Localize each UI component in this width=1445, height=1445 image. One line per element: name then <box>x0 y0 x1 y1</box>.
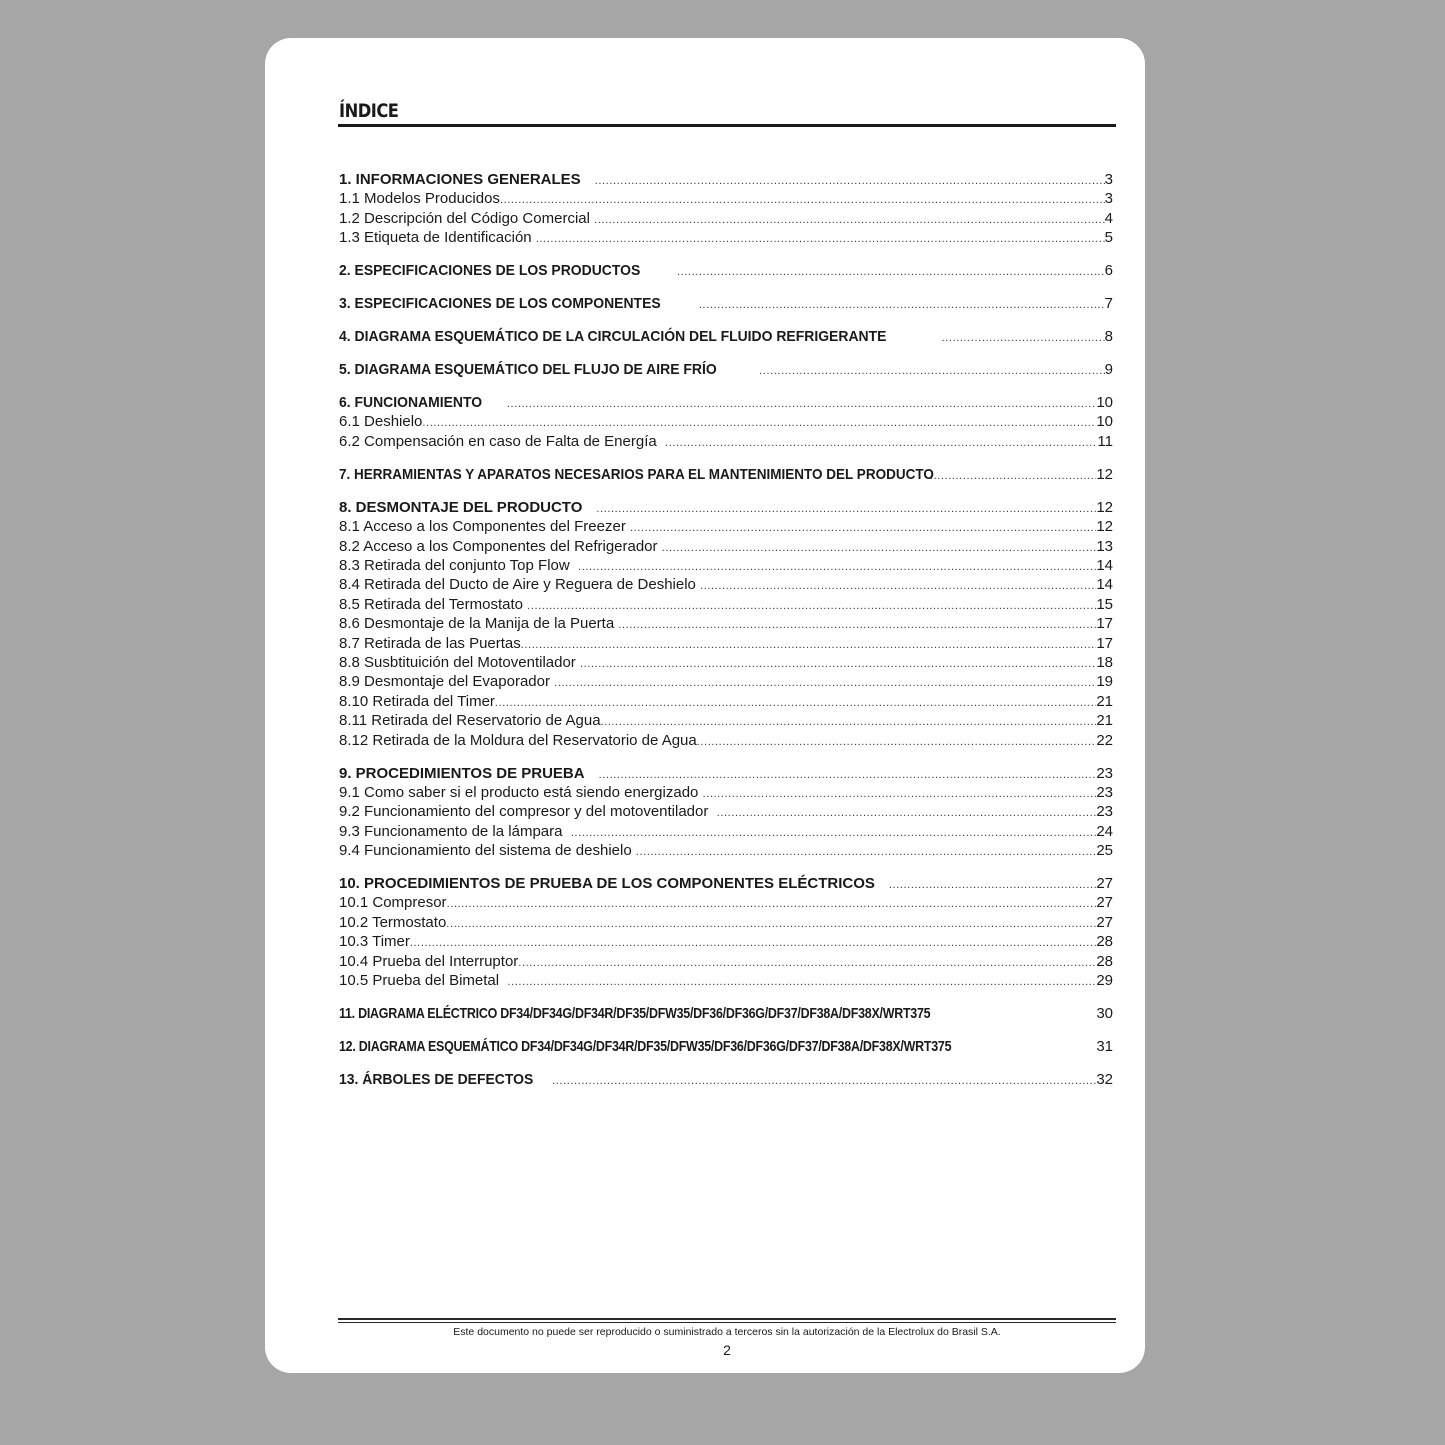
toc-page-number: 8 <box>1104 328 1113 346</box>
toc-entry[interactable]: 9.1 Como saber si el producto está siendo energizado ..... 23 <box>339 783 1113 802</box>
toc-entry[interactable]: 8.8 Susbtituición del Motoventilador ..... 18 <box>339 653 1113 672</box>
toc-page-number: 7 <box>1104 295 1113 313</box>
toc-page-number: 3 <box>1104 190 1113 208</box>
toc-entry[interactable]: 10.3 Timer ..... 28 <box>339 932 1113 951</box>
toc-page-number: 23 <box>1096 764 1113 782</box>
toc-entry[interactable]: 3. ESPECIFICACIONES DE LOS COMPONENTES ..... 7 <box>339 294 1113 313</box>
toc-entry[interactable]: 8.12 Retirada de la Moldura del Reservatorio de Agua ..... 22 <box>339 731 1113 750</box>
toc-page-number: 9 <box>1104 361 1113 379</box>
table-of-contents <box>339 170 1113 1089</box>
leader-dots <box>942 329 1105 348</box>
toc-entry[interactable]: 10.4 Prueba del Interruptor ..... 28 <box>339 952 1113 971</box>
toc-page-number: 30 <box>1096 1005 1113 1022</box>
leader-dots <box>536 230 1105 249</box>
leader-dots <box>571 824 1096 843</box>
leader-dots <box>446 915 1096 934</box>
toc-entry[interactable]: 8.2 Acceso a los Componentes del Refrigerador ..... 13 <box>339 537 1113 556</box>
title-divider <box>338 124 1116 127</box>
footer-divider-thin <box>338 1322 1116 1323</box>
toc-entry[interactable]: 9.3 Funcionamento de la lámpara ..... 24 <box>339 822 1113 841</box>
toc-entry[interactable]: 8.9 Desmontaje del Evaporador ..... 19 <box>339 672 1113 691</box>
leader-dots <box>507 395 1096 414</box>
document-page <box>265 38 1145 1373</box>
toc-page-number: 19 <box>1096 673 1113 691</box>
toc-entry[interactable]: 12. DIAGRAMA ESQUEMÁTICO DF34/DF34G/DF34R/DF35/DFW35/DF36/DF36G/DF37/DF38A/DF38X/WRT375 31 <box>339 1037 1113 1055</box>
toc-page-number: 12 <box>1096 498 1113 516</box>
toc-entry[interactable]: 6.2 Compensación en caso de Falta de Energía ..... 11 <box>339 432 1113 451</box>
toc-page-number: 28 <box>1096 933 1113 951</box>
toc-entry[interactable]: 9.4 Funcionamiento del sistema de deshielo ..... 25 <box>339 841 1113 860</box>
toc-entry[interactable]: 1.1 Modelos Producidos ..... 3 <box>339 189 1113 208</box>
leader-dots <box>662 539 1097 558</box>
toc-page-number: 17 <box>1096 615 1113 633</box>
toc-page-number: 18 <box>1096 653 1113 671</box>
toc-page-number: 27 <box>1096 894 1113 912</box>
leader-dots <box>759 362 1105 381</box>
toc-entry[interactable]: 8.6 Desmontaje de la Manija de la Puerta ..... 17 <box>339 614 1113 633</box>
copyright-notice: Este documento no puede ser reproducido o suministrado a terceros sin la autorización de la Electrolux do Brasil S.A. <box>453 1326 1001 1338</box>
toc-entry[interactable]: 2. ESPECIFICACIONES DE LOS PRODUCTOS ..... 6 <box>339 261 1113 280</box>
leader-dots <box>697 733 1097 752</box>
leader-dots <box>700 577 1096 596</box>
toc-entry[interactable]: 8.4 Retirada del Ducto de Aire y Reguera de Deshielo ..... 14 <box>339 575 1113 594</box>
toc-entry[interactable]: 4. DIAGRAMA ESQUEMÁTICO DE LA CIRCULACIÓN DEL FLUIDO REFRIGERANTE ..... 8 <box>339 327 1113 346</box>
toc-page-number: 12 <box>1096 465 1113 483</box>
toc-page-number: 15 <box>1096 595 1113 613</box>
toc-page-number: 27 <box>1096 875 1113 893</box>
toc-entry[interactable]: 8.1 Acceso a los Componentes del Freezer ..... 12 <box>339 517 1113 536</box>
leader-dots <box>618 616 1096 635</box>
page-number: 2 <box>723 1342 731 1358</box>
toc-entry[interactable]: 7. HERRAMIENTAS Y APARATOS NECESARIOS PARA EL MANTENIMIENTO DEL PRODUCTO ..... 12 <box>339 465 1113 484</box>
toc-page-number: 17 <box>1096 634 1113 652</box>
toc-entry[interactable]: 1.2 Descripción del Código Comercial ..... 4 <box>339 209 1113 228</box>
toc-entry[interactable]: 10.2 Termostato ..... 27 <box>339 913 1113 932</box>
toc-page-number: 12 <box>1096 518 1113 536</box>
toc-page-number: 23 <box>1096 783 1113 801</box>
leader-dots <box>630 519 1096 538</box>
toc-entry[interactable]: 8. DESMONTAJE DEL PRODUCTO ..... 12 <box>339 498 1113 517</box>
toc-page-number: 10 <box>1096 394 1113 412</box>
leader-dots <box>507 973 1096 992</box>
toc-entry[interactable]: 6.1 Deshielo ..... 10 <box>339 412 1113 431</box>
leader-dots <box>594 211 1105 230</box>
toc-page-number: 10 <box>1096 413 1113 431</box>
toc-page-number: 32 <box>1096 1070 1113 1088</box>
toc-page-number: 13 <box>1096 537 1113 555</box>
leader-dots <box>699 296 1105 315</box>
leader-dots <box>665 434 1097 453</box>
toc-entry[interactable]: 8.7 Retirada de las Puertas ..... 17 <box>339 634 1113 653</box>
toc-page-number: 3 <box>1104 171 1113 188</box>
toc-entry[interactable]: 11. DIAGRAMA ELÉCTRICO DF34/DF34G/DF34R/DF35/DFW35/DF36/DF36G/DF37/DF38A/DF38X/WRT375 30 <box>339 1005 1113 1022</box>
leader-dots <box>636 843 1096 862</box>
toc-page-number: 29 <box>1096 972 1113 990</box>
toc-entry[interactable]: 10.5 Prueba del Bimetal ..... 29 <box>339 971 1113 990</box>
leader-dots <box>552 1072 1096 1091</box>
toc-entry[interactable]: 10.1 Compresor ..... 27 <box>339 893 1113 912</box>
toc-entry[interactable]: 1. INFORMACIONES GENERALES ..... 3 <box>339 170 1113 189</box>
leader-dots <box>595 172 1105 191</box>
leader-dots <box>717 804 1097 823</box>
toc-page-number: 21 <box>1096 712 1113 730</box>
toc-entry[interactable]: 8.11 Retirada del Reservatorio de Agua ..... 21 <box>339 711 1113 730</box>
toc-page-number: 24 <box>1096 822 1113 840</box>
toc-page-number: 27 <box>1096 913 1113 931</box>
footer-divider <box>338 1318 1116 1320</box>
toc-page-number: 14 <box>1096 557 1113 575</box>
toc-entry[interactable]: 8.5 Retirada del Termostato ..... 15 <box>339 595 1113 614</box>
leader-dots <box>677 263 1105 282</box>
leader-dots <box>554 674 1096 693</box>
leader-dots <box>889 876 1096 895</box>
leader-dots <box>518 954 1096 973</box>
toc-entry[interactable]: 5. DIAGRAMA ESQUEMÁTICO DEL FLUJO DE AIRE FRÍO ..... 9 <box>339 360 1113 379</box>
leader-dots <box>703 785 1097 804</box>
toc-entry[interactable]: 9. PROCEDIMIENTOS DE PRUEBA ..... 23 <box>339 764 1113 783</box>
leader-dots <box>930 467 1096 486</box>
leader-dots <box>521 636 1097 655</box>
toc-entry[interactable]: 6. FUNCIONAMIENTO ..... 10 <box>339 393 1113 412</box>
toc-entry[interactable]: 8.3 Retirada del conjunto Top Flow ..... 14 <box>339 556 1113 575</box>
toc-entry[interactable]: 8.10 Retirada del Timer ..... 21 <box>339 692 1113 711</box>
toc-entry[interactable]: 10. PROCEDIMIENTOS DE PRUEBA DE LOS COMPONENTES ELÉCTRICOS ..... 27 <box>339 874 1113 893</box>
toc-page-number: 5 <box>1104 229 1113 247</box>
toc-page-number: 25 <box>1096 842 1113 860</box>
toc-entry[interactable]: 9.2 Funcionamiento del compresor y del motoventilador ..... 23 <box>339 802 1113 821</box>
page-title: ÍNDICE <box>339 100 399 122</box>
leader-dots <box>447 895 1097 914</box>
toc-entry[interactable]: 1.3 Etiqueta de Identificación ..... 5 <box>339 228 1113 247</box>
toc-page-number: 4 <box>1104 209 1113 227</box>
toc-entry[interactable]: 13. ÁRBOLES DE DEFECTOS ..... 32 <box>339 1070 1113 1089</box>
toc-page-number: 6 <box>1104 262 1113 280</box>
leader-dots <box>596 500 1096 519</box>
toc-page-number: 11 <box>1097 432 1113 450</box>
toc-page-number: 28 <box>1096 952 1113 970</box>
toc-page-number: 14 <box>1096 576 1113 594</box>
toc-page-number: 22 <box>1096 731 1113 749</box>
toc-page-number: 23 <box>1096 803 1113 821</box>
toc-page-number: 31 <box>1096 1037 1113 1055</box>
toc-page-number: 21 <box>1096 692 1113 710</box>
leader-dots <box>580 655 1096 674</box>
